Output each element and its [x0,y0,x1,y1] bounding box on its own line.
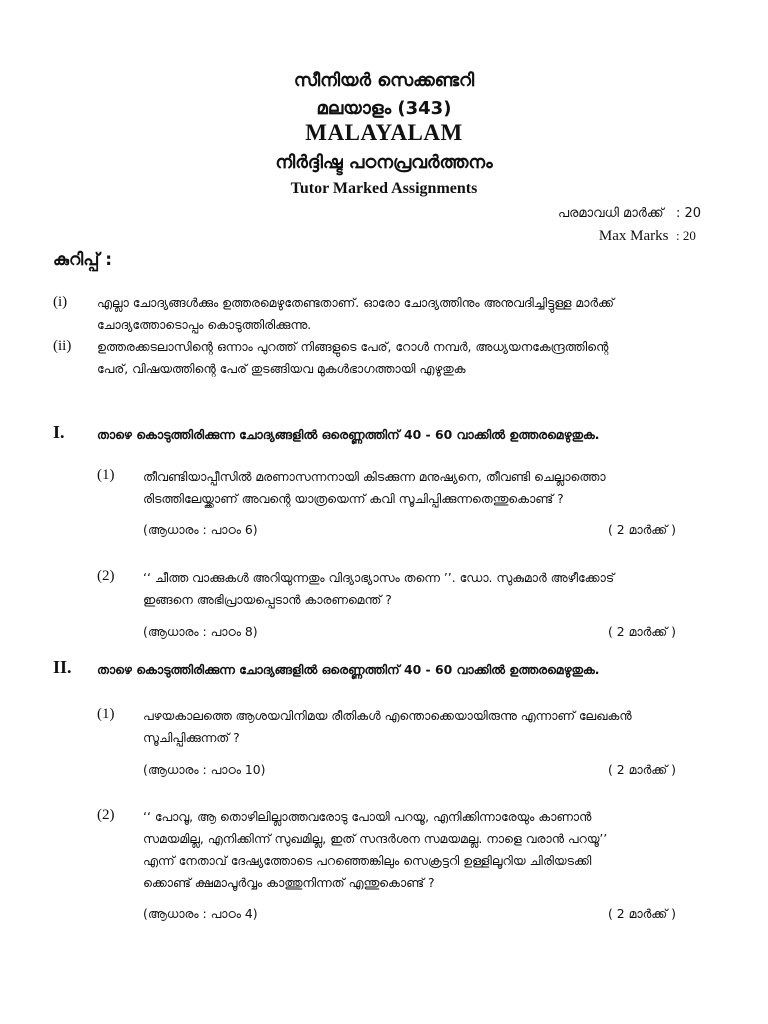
note-line: ഉത്തരക്കടലാസിന്റെ ഒന്നാം പുറത്ത് നിങ്ങളുടെ പേര്, റോൾ നമ്പർ, അധ്യയനകേന്ദ്രത്തിന്റെ [97,339,609,354]
question-number: (1) [97,467,115,483]
header-assignment-english: Tutor Marked Assignments [290,180,478,197]
question-text [143,806,733,894]
question-line: എന്ന് നേതാവ് ദേഷ്യത്തോടെ പറഞ്ഞെങ്കിലും സെക്രട്ടറി ഉള്ളിലൂറിയ ചിരിയടക്കി [143,853,592,868]
section-instruction: താഴെ കൊടുത്തിരിക്കുന്ന ചോദ്യങ്ങളിൽ ഒരെണ്ണത്തിന് 40 - 60 വാക്കിൽ ഉത്തരമെഴുതുക. [97,427,600,442]
question-marks: ( 2 മാർക്ക് ) [607,522,676,537]
question-number: (2) [97,807,115,823]
max-marks-english-value: : 20 [676,228,696,243]
note-line: എല്ലാ ചോദ്യങ്ങൾക്കും ഉത്തരമെഴുതേണ്ടതാണ്. ഓരോ ചോദ്യത്തിനും അനുവദിച്ചിട്ടുള്ള മാർക്ക് [97,295,614,310]
section-instruction: താഴെ കൊടുത്തിരിക്കുന്ന ചോദ്യങ്ങളിൽ ഒരെണ്ണത്തിന് 40 - 60 വാക്കിൽ ഉത്തരമെഴുതുക. [97,662,600,677]
section-number: II. [53,657,72,677]
question-line: സൂചിപ്പിക്കുന്നത് ? [143,730,240,745]
note-number: (ii) [53,338,72,354]
question-line: ഇങ്ങനെ അഭിപ്രായപ്പെടാൻ കാരണമെന്ത് ? [143,592,392,607]
question-line: തീവണ്ടിയാപ്പീസിൽ മരണാസന്നനായി കിടക്കുന്ന മനുഷ്യനെ, തീവണ്ടി ചെല്ലാത്തൊ [143,469,606,484]
max-marks-malayalam-value: : 20 [676,206,702,221]
question-line: ‘‘ പോവൂ, ആ തൊഴിലില്ലാത്തവരോടു പോയി പറയൂ, എനിക്കിന്നാരേയും കാണാൻ [143,809,592,824]
question-line: ക്കൊണ്ട് ക്ഷമാപൂർവ്വം കാത്തുനിന്നത് എന്തുകൊണ്ട് ? [143,875,435,890]
header-subject-code: മലയാളം (343) [316,98,452,119]
max-marks-english-label: Max Marks [598,228,669,244]
section-number: I. [53,422,65,442]
question-source: (ആധാരം : പാഠം 4) [143,906,258,921]
question-marks: ( 2 മാർക്ക് ) [607,906,676,921]
question-line: സമയമില്ല, എനിക്കിന്ന് സുഖമില്ല, ഇത് സന്ദർശന സമയമല്ല. നാളെ വരാൻ പറയൂ’’ [143,831,608,846]
question-line: പഴയകാലത്തെ ആശയവിനിമയ രീതികൾ എന്തൊക്കെയായിരുന്നു എന്നാണ് ലേഖകൻ [143,708,632,723]
header-assignment-malayalam: നിർദ്ദിഷ്ട പഠനപ്രവർത്തനം [275,152,493,173]
note-item [97,336,727,380]
question-text [143,466,733,510]
note-item [97,292,727,336]
question-marks: ( 2 മാർക്ക് ) [607,624,676,639]
question-text [143,705,733,749]
max-marks-english [599,228,710,245]
question-line: രിടത്തിലേയ്ക്കാണ് അവന്റെ യാത്രയെന്ന് കവി സൂചിപ്പിക്കുന്നതെന്തുകൊണ്ട് ? [143,491,564,506]
note-line: ചോദ്യത്തോടൊപ്പം കൊടുത്തിരിക്കുന്നു. [97,317,312,332]
question-source: (ആധാരം : പാഠം 10) [143,762,266,777]
question-source: (ആധാരം : പാഠം 8) [143,624,258,639]
note-number: (i) [53,294,68,310]
question-text [143,567,733,611]
question-marks: ( 2 മാർക്ക് ) [607,762,676,777]
notes-heading: കുറിപ്പ് : [53,250,113,270]
header-subject-english: MALAYALAM [305,120,463,145]
max-marks-malayalam-label: പരമാവധി മാർക്ക് [557,206,664,221]
question-source: (ആധാരം : പാഠം 6) [143,522,258,537]
question-number: (1) [97,706,115,722]
max-marks-malayalam [558,206,710,221]
question-line: ‘‘ ചീത്ത വാക്കുകൾ അറിയുന്നതും വിദ്യാഭ്യാസം തന്നെ ’’. ഡോ. സുകുമാർ അഴീക്കോട് [143,570,615,585]
question-number: (2) [97,568,115,584]
note-line: പേര്, വിഷയത്തിന്റെ പേര് തുടങ്ങിയവ മുകൾഭാഗത്തായി എഴുതുക [97,361,466,376]
header-subject-level: സീനിയർ സെക്കണ്ടറി [293,70,475,91]
